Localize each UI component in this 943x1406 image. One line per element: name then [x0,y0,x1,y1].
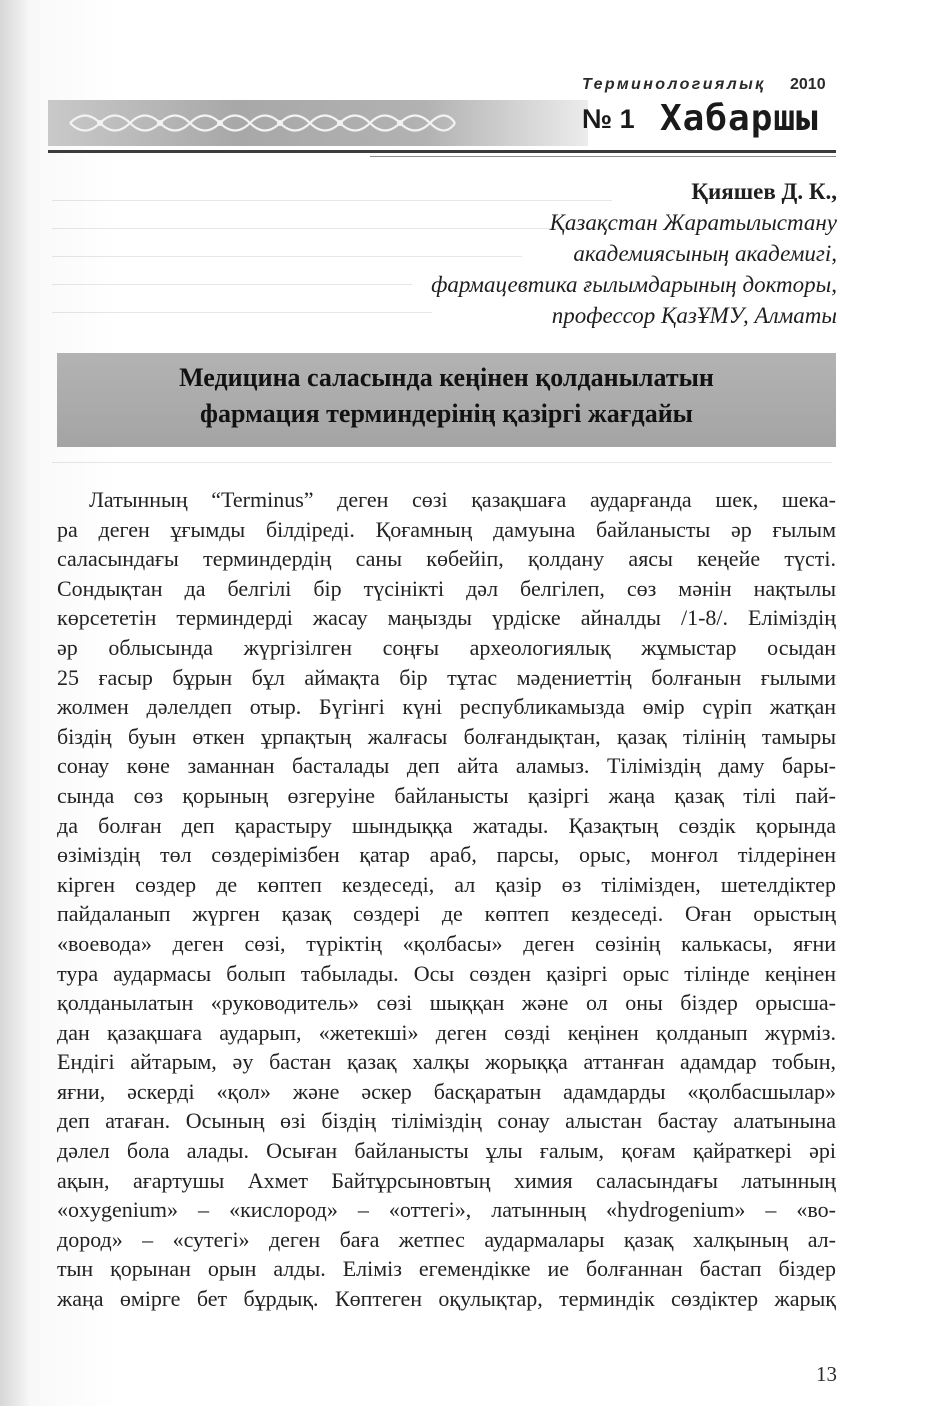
header-rule-thin [370,156,836,157]
body-line: көрсететін терминдерді жасау маңызды үрдіске айналды /1-8/. Еліміздің [57,605,836,631]
ornament-icon [60,103,460,143]
body-line: тын қорынан орын алды. Еліміз егемендікке ие болғаннан бастап біздер [57,1256,836,1282]
article-body [57,485,836,1314]
author-affiliation-line: профессор ҚазҰМУ, Алматы [551,303,837,328]
article-title-line: Медицина саласында кеңінен қолданылатын [179,363,714,392]
body-line: пайдаланып жүрген қазақ сөздері де көптеп кездеседі. Оған орыстың [57,901,836,927]
author-affiliation-line: фармацевтика ғылымдарының докторы, [431,272,837,297]
body-line: өзіміздің төл сөздерімізбен қатар араб, парсы, орыс, монғол тілдерінен [57,842,836,868]
author-block [431,176,837,331]
article-title-box [57,353,836,447]
page-number: 13 [816,1362,837,1386]
body-line: Латынның “Terminus” деген сөзі қазақшаға аударғанда шек, шека- [89,487,836,512]
body-line: әр облысында жүргізілген соңғы археологиялық жұмыстар осыдан [57,634,836,660]
body-line: деп атаған. Осының өзі біздің тіліміздің сонау алыстан бастау алатынына [57,1108,836,1134]
body-line: да болған деп қарастыру шындыққа жатады. Қазақтың сөздік қорында [57,812,836,838]
body-line: біздің буын өткен ұрпақтың жалғасы болғандықтан, қазақ тілінің тамыры [57,723,836,749]
body-line: саласындағы терминдердің саны көбейіп, қолдану аясы кеңейе түсті. [57,546,836,572]
journal-year: 2010 [790,76,826,93]
body-line: сында сөз қорының өзгеруіне байланысты қазіргі жаңа қазақ тілі пай- [57,782,836,808]
body-line: ақын, ағартушы Ахмет Байтұрсыновтың химия саласындағы латынның [57,1167,836,1193]
body-line: сонау көне заманнан басталады деп айта аламыз. Тіліміздің даму бары- [57,753,836,779]
body-line: қолданылатын «руководитель» сөзі шыққан және ол оны біздер орысша- [57,990,836,1016]
body-line: «воевода» деген сөзі, түріктің «қолбасы» деген сөзінің калькасы, яғни [57,930,836,956]
body-line: жолмен дәлелдеп отыр. Бүгінгі күні республикамызда өмір сүріп жатқан [57,694,836,720]
journal-name: Терминологиялық [582,76,766,93]
journal-title: Хабаршы [660,98,819,139]
body-line: «oxygenium» – «кислород» – «оттегі», латынның «hydrogenium» – «во- [57,1197,836,1223]
body-line: тура аудармасы болып табылады. Осы сөзден қазіргі орыс тілінде кеңінен [57,960,836,986]
body-line: 25 ғасыр бұрын бұл аймақта бір тұтас мәдениеттің болғанын ғылыми [57,664,836,690]
body-line: ра деген ұғымды білдіреді. Қоғамның дамуына байланысты әр ғылым [57,516,836,542]
body-line: кірген сөздер де көптеп кездеседі, ал қазір өз тілімізден, шетелдіктер [57,871,836,897]
body-line: дан қазақшаға аударып, «жетекші» деген сөзді кеңінен қолданып жүрміз. [57,1019,836,1045]
header-rule [48,150,836,153]
binding-shadow [0,0,30,1406]
article-title-line: фармация терминдерінің қазіргі жағдайы [200,399,693,428]
author-affiliation-line: академиясының академигі, [573,241,837,266]
body-line: Сондықтан да белгілі бір түсінікті дәл белгілеп, сөз мәнін нақтылы [57,575,836,601]
body-line: дород» – «сутегі» деген баға жетпес аудармалары қазақ халқының ал- [57,1226,836,1252]
author-affiliation-line: Қазақстан Жаратылыстану [549,210,837,235]
body-line: Ендігі айтарым, әу бастан қазақ халқы жорыққа аттанған адамдар тобын, [57,1049,836,1075]
body-line: жаңа өмірге бет бұрдық. Көптеген оқулықтар, терминдік сөздіктер жарық [57,1286,836,1312]
issue-number: № 1 [582,104,635,134]
body-line: яғни, әскерді «қол» және әскер басқаратын адамдарды «қолбасшылар» [57,1078,836,1104]
author-name: Қияшев Д. К., [691,179,837,204]
body-line: дәлел бола алады. Осыған байланысты ұлы ғалым, қоғам қайраткері әрі [57,1138,836,1164]
